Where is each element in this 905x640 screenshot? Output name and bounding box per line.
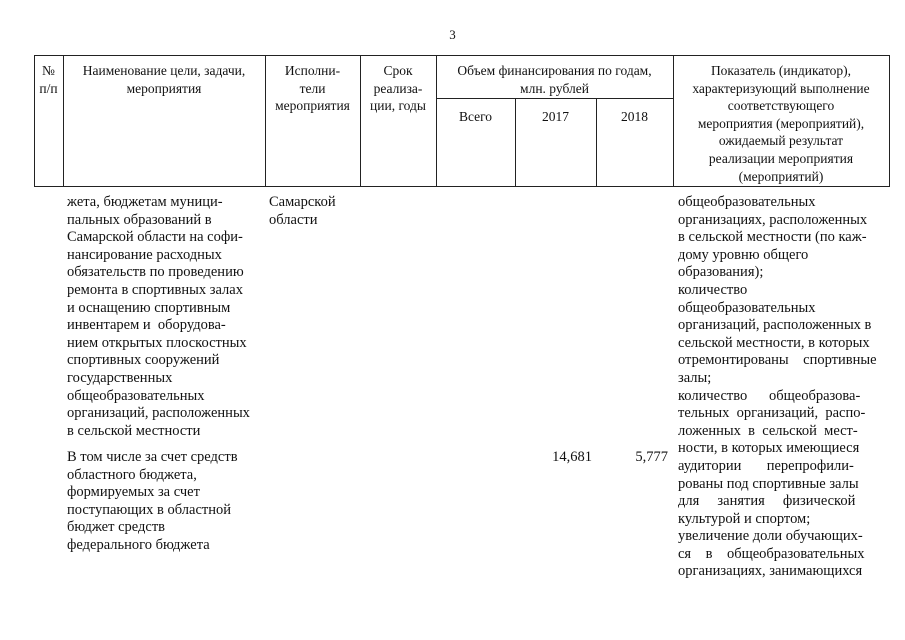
text-line: ложенных в сельской мест- — [678, 422, 858, 439]
text-line: организациях, занимающихся — [678, 563, 863, 580]
text-line: государственных — [67, 369, 173, 386]
text-line: организаций, расположенных в — [678, 317, 872, 334]
text-line: бюджет средств — [67, 519, 166, 536]
row2-value-2018: 5,777 — [635, 449, 668, 465]
header-executors: Исполни- тели мероприятия — [275, 63, 350, 114]
text-line: ности, в которых имеющиеся — [678, 440, 860, 457]
text-line: поступающих в областной — [67, 501, 231, 518]
text-line: нием открытых плоскостных — [67, 334, 247, 351]
text-line: отремонтированы спортивные — [678, 352, 877, 369]
text-line: В том числе за счет средств — [67, 449, 238, 465]
text-line: спортивных сооружений — [67, 352, 220, 369]
table-top-border — [34, 55, 890, 56]
header-goal-name: Наименование цели, задачи, мероприятия — [82, 63, 246, 96]
text-line: и оснащению спортивным — [67, 299, 231, 316]
text-line: организациях, расположенных — [678, 211, 868, 228]
text-line: ремонта в спортивных залах — [67, 281, 243, 298]
indicator-text — [678, 194, 884, 581]
text-line: нансирование расходных — [67, 246, 222, 263]
text-line: в сельской местности (по каж- — [678, 229, 867, 246]
row2-name — [67, 449, 263, 555]
header-year-2017: 2017 — [542, 109, 569, 124]
text-line: количество общеобразова- — [678, 387, 861, 404]
col-border-8 — [889, 55, 890, 187]
text-line: инвентарем и оборудова- — [67, 317, 226, 334]
header-year-2018: 2018 — [621, 109, 648, 124]
text-line: сельской местности, в которых — [678, 334, 870, 351]
text-line: общеобразовательных — [678, 194, 816, 210]
text-line: пальных образований в — [67, 211, 212, 228]
page-number: 3 — [449, 27, 456, 42]
text-line: количество — [678, 281, 748, 298]
text-line: тельных организаций, распо- — [678, 405, 866, 422]
text-line: жета, бюджетам муници- — [67, 194, 223, 210]
text-line: общеобразовательных — [678, 299, 816, 316]
header-term: Срок реализа- ции, годы — [370, 63, 426, 114]
text-line: образования); — [678, 264, 764, 281]
text-line: организаций, расположенных — [67, 405, 250, 422]
text-line: формируемых за счет — [67, 484, 200, 501]
text-line: Самарской области на софи- — [67, 229, 243, 246]
text-line: области — [269, 211, 318, 228]
row1-name — [67, 194, 263, 440]
row2-value-2017: 14,681 — [552, 449, 592, 465]
text-line: обязательств по проведению — [67, 264, 244, 281]
text-line: в сельской местности — [67, 422, 201, 439]
header-indicator: Показатель (индикатор), характеризующий выполнение соответствующего мероприятия (мероприятий), ожидаемый результат реализации мероприятия (мероприятий) — [692, 63, 870, 184]
text-line: федерального бюджета — [67, 536, 210, 553]
text-line: для занятия физической — [678, 493, 856, 510]
finance-subheader-border — [436, 98, 673, 99]
text-line: рованы под спортивные залы — [678, 475, 859, 492]
text-line: увеличение доли обучающих- — [678, 528, 863, 545]
row1-executor — [269, 194, 357, 229]
text-line: залы; — [678, 369, 712, 386]
text-line: общеобразовательных — [67, 387, 205, 404]
header-bottom-border — [34, 186, 890, 187]
text-line: областного бюджета, — [67, 466, 197, 483]
text-line: дому уровню общего — [678, 246, 809, 263]
text-line: аудитории перепрофили- — [678, 457, 854, 474]
header-financing: Объем финансирования по годам, млн. рублей — [457, 63, 652, 96]
text-line: Самарской — [269, 194, 336, 210]
header-total: Всего — [458, 109, 493, 124]
text-line: ся в общеобразовательных — [678, 545, 865, 562]
text-line: культурой и спортом; — [678, 510, 811, 527]
header-number: № п/п — [39, 63, 58, 96]
